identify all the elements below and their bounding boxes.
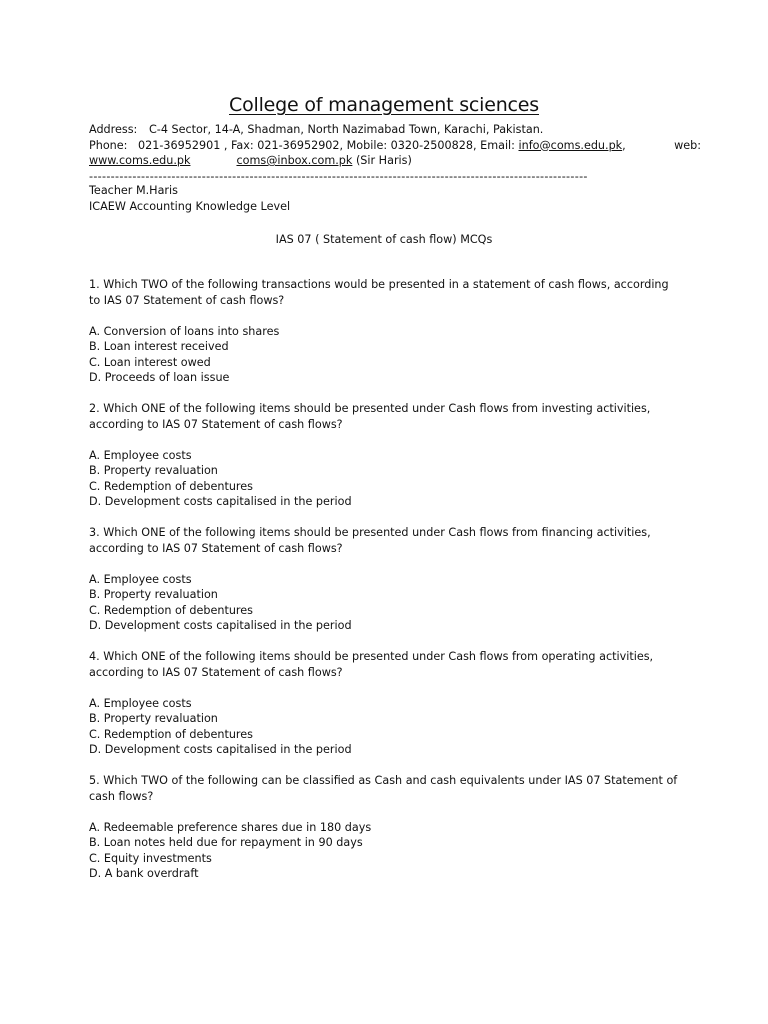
question-text: 5. Which TWO of the following can be classified as Cash and cash equivalents under IAS 07 Statement of cash flows? [89, 774, 678, 803]
question-4 [89, 649, 679, 758]
question-5 [89, 773, 679, 882]
website-link[interactable]: www.coms.edu.pk [89, 154, 191, 167]
option-c: C. Redemption of debentures [89, 727, 253, 741]
option-a: A. Redeemable preference shares due in 180 days [89, 820, 372, 834]
web-line [89, 153, 679, 169]
option-c: C. Redemption of debentures [89, 479, 253, 493]
option-c: C. Loan interest owed [89, 355, 211, 369]
question-text: 3. Which ONE of the following items should be presented under Cash flows from financing activities, according to IAS 07 Statement of cash flows? [89, 526, 651, 555]
contact-header [89, 122, 701, 184]
phone-label: Phone: [89, 138, 128, 152]
question-text: 4. Which ONE of the following items should be presented under Cash flows from operating activities, according to IAS 07 Statement of cash flows? [89, 650, 654, 679]
separator-line: ------------------------------------------------------------------------------------------------------------------- [89, 169, 588, 183]
option-d: D. Development costs capitalised in the period [89, 495, 352, 508]
options-list [89, 448, 679, 510]
option-c: C. Redemption of debentures [89, 603, 253, 617]
option-d: D. A bank overdraft [89, 867, 199, 880]
option-d: D. Proceeds of loan issue [89, 371, 230, 384]
option-b: B. Loan notes held due for repayment in 90 days [89, 836, 363, 849]
page-title: College of management sciences [229, 94, 539, 116]
option-b: B. Property revaluation [89, 588, 218, 601]
question-1 [89, 277, 679, 386]
option-a: A. Conversion of loans into shares [89, 324, 280, 338]
option-c: C. Equity investments [89, 851, 212, 865]
email2-link[interactable]: coms@inbox.com.pk [236, 154, 353, 167]
option-b: B. Loan interest received [89, 340, 229, 353]
option-b: B. Property revaluation [89, 712, 218, 725]
web-label: web: [674, 138, 701, 152]
option-a: A. Employee costs [89, 448, 192, 462]
email-link[interactable]: info@coms.edu.pk [518, 138, 623, 152]
email-suffix: , [622, 138, 626, 152]
options-list [89, 324, 679, 386]
options-list [89, 572, 679, 634]
address-value: C-4 Sector, 14-A, Shadman, North Nazimabad Town, Karachi, Pakistan. [149, 123, 544, 136]
question-3 [89, 525, 679, 634]
option-b: B. Property revaluation [89, 464, 218, 477]
address-label: Address: [89, 123, 138, 136]
options-list [89, 696, 679, 758]
level-name: ICAEW Accounting Knowledge Level [89, 199, 291, 213]
option-a: A. Employee costs [89, 572, 192, 586]
option-d: D. Development costs capitalised in the period [89, 743, 352, 756]
question-2 [89, 401, 679, 510]
email2-suffix: (Sir Haris) [352, 154, 412, 167]
option-d: D. Development costs capitalised in the period [89, 619, 352, 632]
teacher-info [89, 183, 290, 214]
question-text: 1. Which TWO of the following transactions would be presented in a statement of cash flows, according to IAS 07 Statement of cash flows? [89, 278, 669, 307]
question-text: 2. Which ONE of the following items should be presented under Cash flows from investing activities, according to IAS 07 Statement of cash flows? [89, 402, 651, 431]
phone-line [89, 138, 701, 154]
option-a: A. Employee costs [89, 696, 192, 710]
phone-text: 021-36952901 , Fax: 021-36952902, Mobile: 0320-2500828, Email: [138, 138, 519, 152]
teacher-name: Teacher M.Haris [89, 184, 178, 197]
options-list [89, 820, 679, 882]
address-line [89, 122, 679, 138]
subject-heading: IAS 07 ( Statement of cash flow) MCQs [275, 233, 493, 246]
